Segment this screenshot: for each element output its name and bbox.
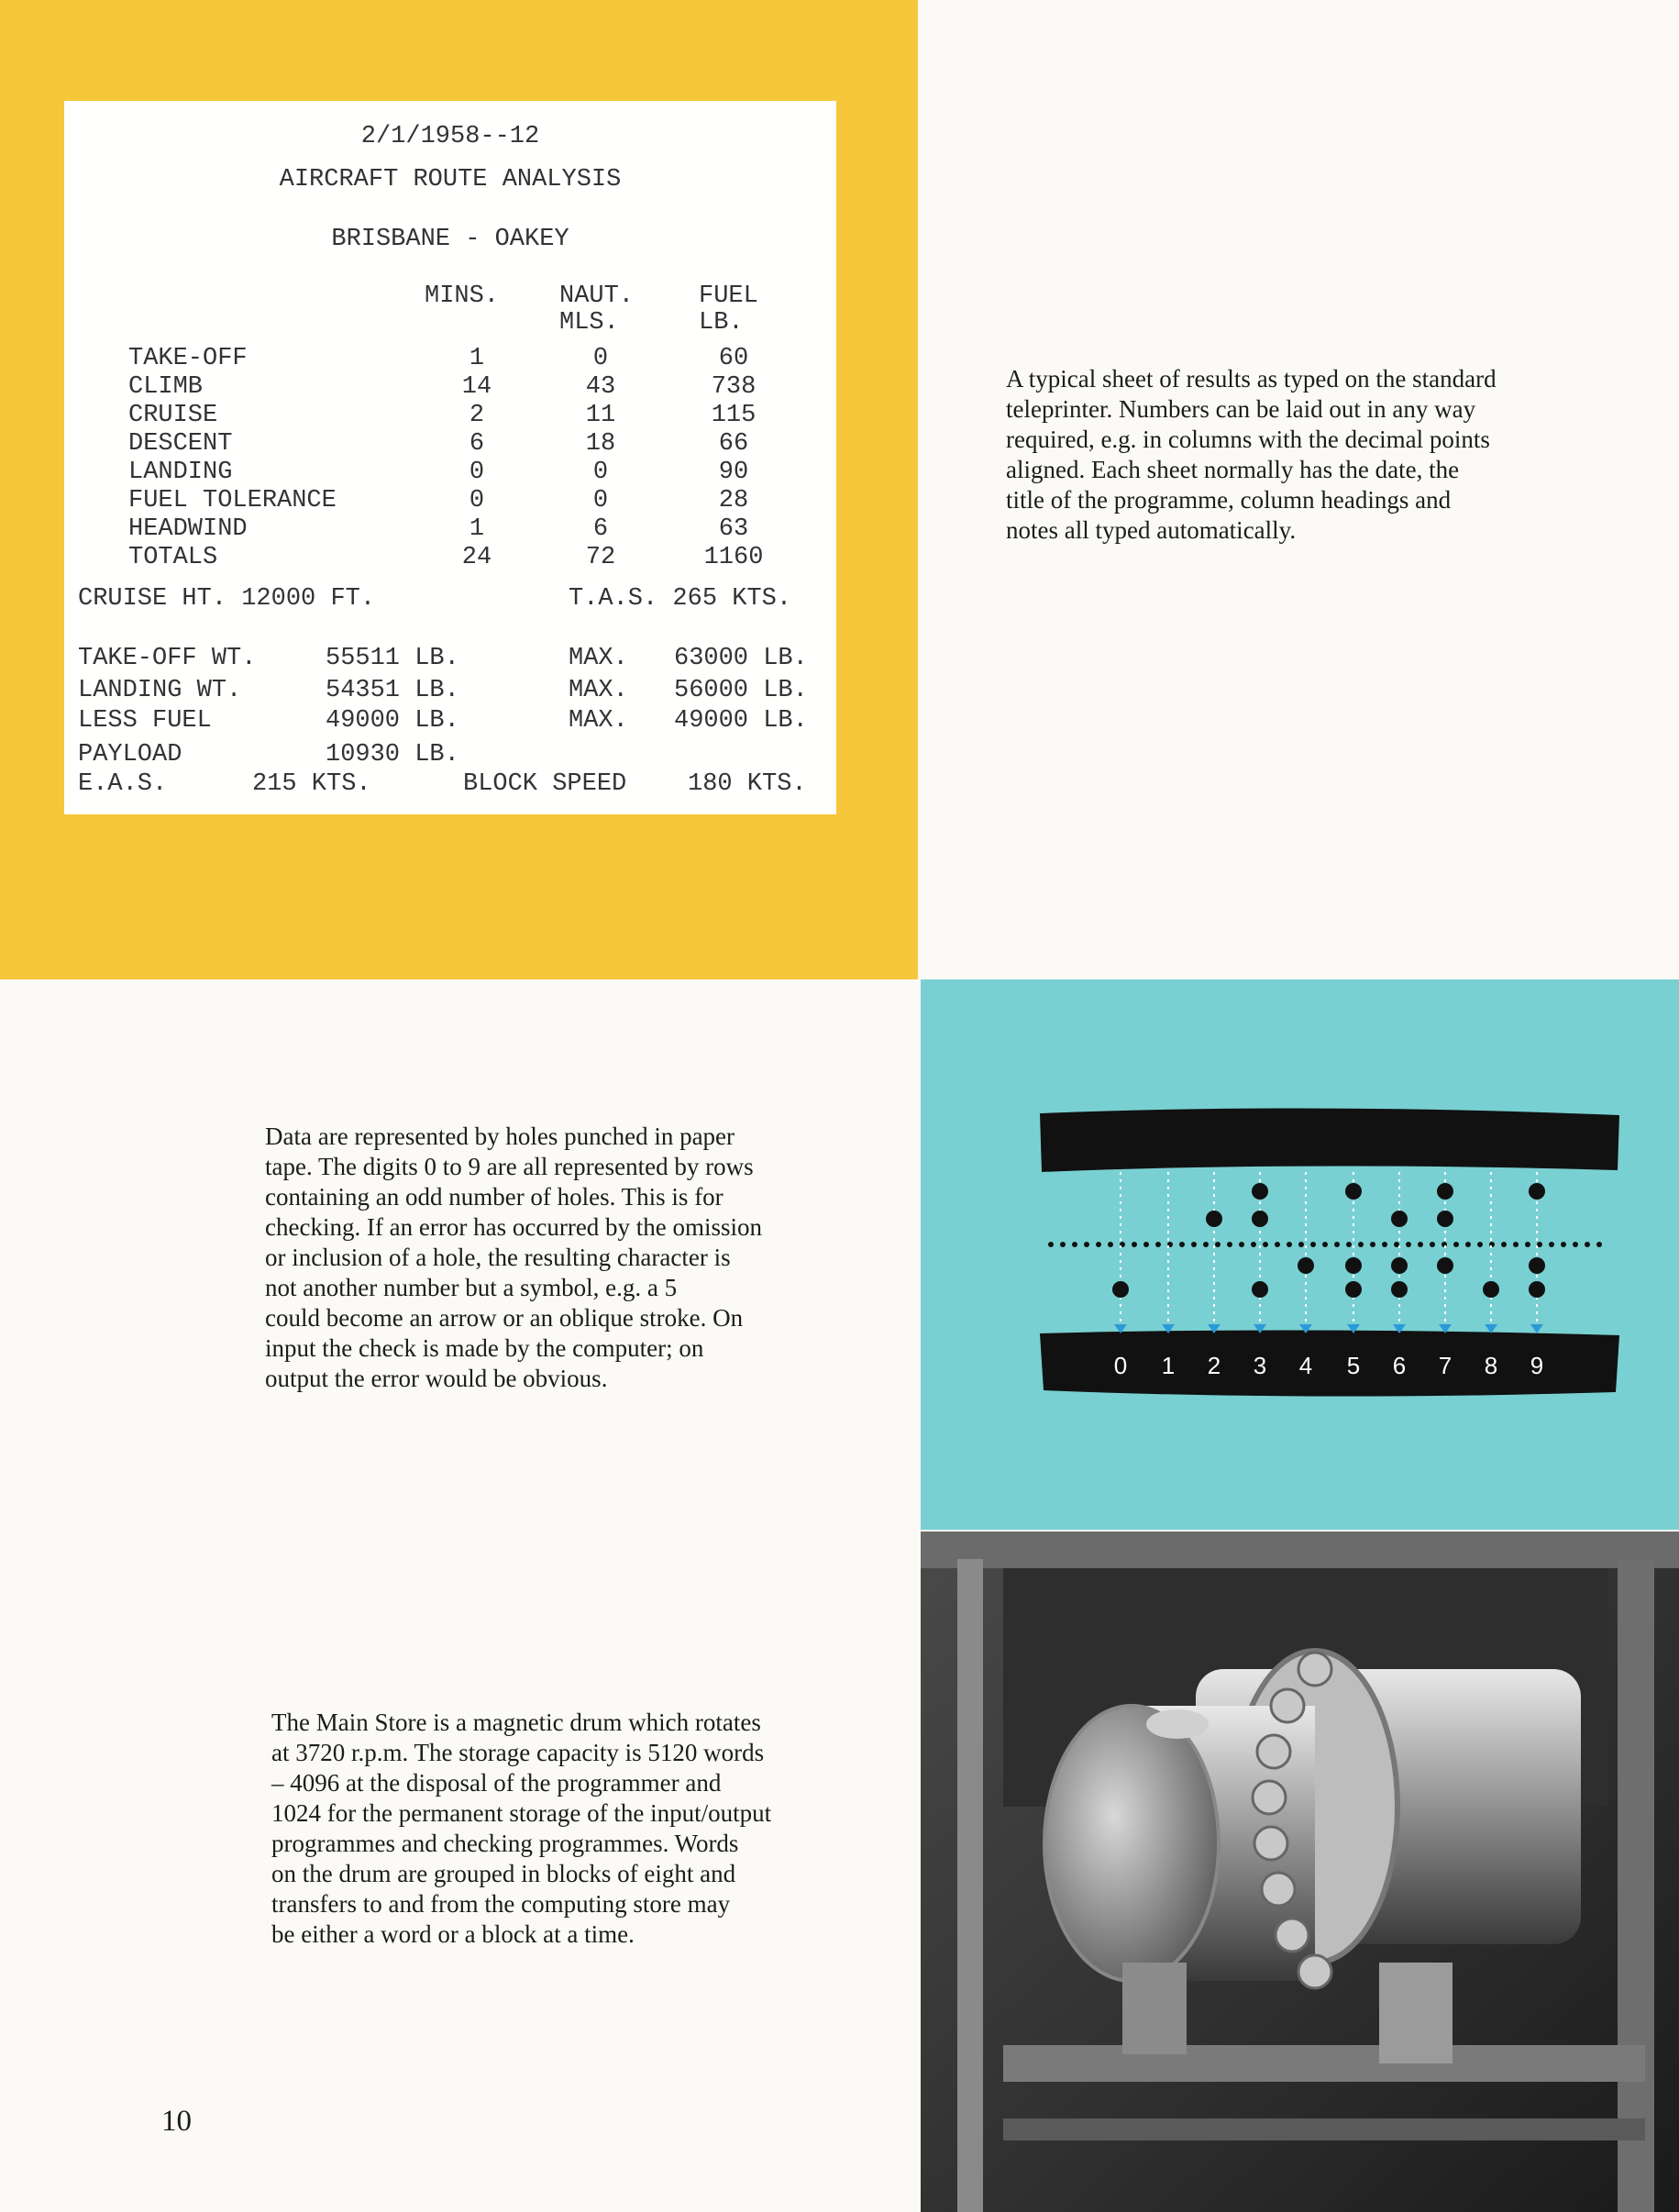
punched-hole (1252, 1281, 1268, 1298)
punched-hole (1529, 1183, 1545, 1200)
row-label: DESCENT (128, 430, 233, 458)
sprocket-dot (1453, 1242, 1459, 1247)
sprocket-dot (1084, 1242, 1089, 1247)
sprocket-dot (1573, 1242, 1578, 1247)
sprocket-dot (1155, 1242, 1161, 1247)
punched-hole (1437, 1183, 1453, 1200)
punched-hole (1391, 1211, 1408, 1227)
row-label: TOTALS (128, 544, 218, 571)
magnetic-drum-photo (921, 1532, 1679, 2212)
sheet-route: BRISBANE - OAKEY (331, 226, 569, 253)
sprocket-dot (1096, 1242, 1101, 1247)
sprocket-dot (1322, 1242, 1328, 1247)
sprocket-dot (1525, 1242, 1530, 1247)
row-naut: 11 (585, 402, 616, 429)
punched-hole (1252, 1211, 1268, 1227)
row-mins: 2 (469, 402, 485, 429)
caption-line: title of the programme, column headings and (1006, 486, 1452, 514)
caption-line: at 3720 r.p.m. The storage capacity is 5120 words (271, 1739, 765, 1766)
sprocket-dot (1143, 1242, 1149, 1247)
weight-value: 55511 LB. (326, 645, 459, 672)
row-naut: 18 (585, 430, 616, 458)
row-fuel: 66 (718, 430, 749, 458)
sprocket-dot (1048, 1242, 1054, 1247)
sprocket-dot (1179, 1242, 1185, 1247)
tape-digit-label: 3 (1253, 1352, 1267, 1379)
punched-hole (1345, 1281, 1362, 1298)
row-label: TAKE-OFF (128, 345, 248, 372)
tape-digit-label: 8 (1484, 1352, 1498, 1379)
sprocket-dot (1132, 1242, 1137, 1247)
caption-line: notes all typed automatically. (1006, 516, 1297, 544)
caption-line: on the drum are grouped in blocks of eight and (271, 1860, 736, 1887)
sprocket-dot (1418, 1242, 1423, 1247)
sheet-title: AIRCRAFT ROUTE ANALYSIS (279, 166, 622, 194)
sprocket-dot (1334, 1242, 1340, 1247)
tape-digit-label: 0 (1113, 1352, 1128, 1379)
sprocket-dot (1346, 1242, 1352, 1247)
punched-hole (1206, 1211, 1222, 1227)
sprocket-dot (1108, 1242, 1113, 1247)
row-fuel: 115 (711, 402, 757, 429)
tape-digit-label: 2 (1207, 1352, 1221, 1379)
tape-digit-label: 5 (1346, 1352, 1361, 1379)
row-label: FUEL TOLERANCE (128, 487, 337, 514)
row-fuel: 738 (711, 373, 757, 401)
row-fuel: 63 (718, 515, 749, 543)
row-naut: 0 (592, 345, 609, 372)
caption-line: A typical sheet of results as typed on the standard (1006, 365, 1497, 393)
tape-digit-label: 6 (1392, 1352, 1407, 1379)
punched-hole (1345, 1183, 1362, 1200)
sprocket-dot (1501, 1242, 1507, 1247)
sprocket-dot (1275, 1242, 1280, 1247)
weight-max-label: MAX. (569, 677, 628, 704)
drum-illustration (921, 1532, 1679, 2212)
caption-line: programmes and checking programmes. Words (271, 1830, 739, 1857)
cruise-height: CRUISE HT. 12000 FT. (78, 585, 376, 613)
caption-line: checking. If an error has occurred by the omission (265, 1213, 763, 1241)
true-air-speed: T.A.S. 265 KTS. (569, 585, 792, 613)
tape-digit-label: 4 (1298, 1352, 1313, 1379)
caption-line: – 4096 at the disposal of the programmer and (271, 1769, 722, 1797)
sprocket-dot (1239, 1242, 1244, 1247)
block-speed-label: BLOCK SPEED (463, 770, 627, 798)
caption-line: teleprinter. Numbers can be laid out in any way (1006, 395, 1476, 423)
row-label: CRUISE (128, 402, 218, 429)
punched-hole (1529, 1281, 1545, 1298)
header-fuel-2: LB. (699, 309, 744, 337)
punched-hole (1483, 1281, 1499, 1298)
tape-digit-label: 7 (1438, 1352, 1453, 1379)
punched-hole (1252, 1183, 1268, 1200)
weight-max-value: 49000 LB. (674, 707, 808, 735)
punched-hole (1345, 1257, 1362, 1274)
row-mins: 6 (469, 430, 485, 458)
sprocket-dot (1585, 1242, 1590, 1247)
caption-line: be either a word or a block at a time. (271, 1920, 635, 1948)
sprocket-dot (1561, 1242, 1566, 1247)
sprocket-dot (1060, 1242, 1066, 1247)
drum-caption (271, 1708, 855, 1950)
results-sheet (64, 101, 836, 814)
row-mins: 1 (469, 515, 485, 543)
punched-hole (1529, 1257, 1545, 1274)
caption-line: transfers to and from the computing store may (271, 1890, 731, 1918)
tape-caption (265, 1122, 850, 1394)
sprocket-dot (1227, 1242, 1232, 1247)
sprocket-dot (1382, 1242, 1387, 1247)
weight-max-value: 63000 LB. (674, 645, 808, 672)
caption-line: The Main Store is a magnetic drum which rotates (271, 1709, 761, 1736)
caption-line: or inclusion of a hole, the resulting character is (265, 1244, 731, 1271)
sprocket-dot (1358, 1242, 1364, 1247)
header-fuel: FUEL (699, 282, 758, 310)
paper-tape-diagram (921, 979, 1679, 1530)
tape-digit-label: 1 (1161, 1352, 1176, 1379)
row-label: LANDING (128, 459, 233, 486)
sprocket-dot (1072, 1242, 1077, 1247)
caption-line: required, e.g. in columns with the decimal points (1006, 426, 1490, 453)
punched-hole (1391, 1281, 1408, 1298)
paper-tape-panel (921, 979, 1679, 1530)
row-mins: 24 (461, 544, 492, 571)
row-fuel: 60 (718, 345, 749, 372)
punched-hole (1437, 1211, 1453, 1227)
header-mins: MINS. (425, 282, 500, 310)
caption-line: output the error would be obvious. (265, 1365, 608, 1392)
weight-label: PAYLOAD (78, 741, 182, 769)
row-mins: 0 (469, 487, 485, 514)
caption-line: could become an arrow or an oblique stroke. On (265, 1304, 744, 1332)
row-mins: 1 (469, 345, 485, 372)
caption-line: input the check is made by the computer; on (265, 1334, 704, 1362)
sprocket-dot (1298, 1242, 1304, 1247)
row-mins: 14 (461, 373, 492, 401)
row-naut: 72 (585, 544, 616, 571)
weight-label: LESS FUEL (78, 707, 212, 735)
caption-line: aligned. Each sheet normally has the date, the (1006, 456, 1460, 483)
eas-value: 215 KTS. (252, 770, 371, 798)
sprocket-dot (1406, 1242, 1411, 1247)
weight-value: 49000 LB. (326, 707, 459, 735)
caption-line: containing an odd number of holes. This is for (265, 1183, 724, 1211)
weight-label: TAKE-OFF WT. (78, 645, 257, 672)
sprocket-dot (1370, 1242, 1375, 1247)
row-label: CLIMB (128, 373, 204, 401)
block-speed-value: 180 KTS. (688, 770, 807, 798)
row-naut: 6 (592, 515, 609, 543)
caption-line: tape. The digits 0 to 9 are all represented by rows (265, 1153, 754, 1180)
punched-hole (1112, 1281, 1129, 1298)
header-naut-2: MLS. (559, 309, 619, 337)
row-naut: 0 (592, 487, 609, 514)
sprocket-dot (1465, 1242, 1471, 1247)
sprocket-dot (1263, 1242, 1268, 1247)
page-number: 10 (161, 2105, 192, 2138)
sprocket-dot (1549, 1242, 1554, 1247)
sprocket-dot (1596, 1242, 1602, 1247)
sprocket-dot (1310, 1242, 1316, 1247)
row-label: HEADWIND (128, 515, 248, 543)
sprocket-dot (1203, 1242, 1209, 1247)
eas-label: E.A.S. (78, 770, 168, 798)
row-naut: 43 (585, 373, 616, 401)
results-caption (1006, 364, 1589, 546)
sprocket-dot (1287, 1242, 1292, 1247)
sheet-date: 2/1/1958--12 (360, 123, 540, 150)
sprocket-dot (1477, 1242, 1483, 1247)
row-mins: 0 (469, 459, 485, 486)
tape-digit-label: 9 (1530, 1352, 1544, 1379)
row-naut: 0 (592, 459, 609, 486)
weight-max-value: 56000 LB. (674, 677, 808, 704)
sprocket-dot (1191, 1242, 1197, 1247)
weight-max-label: MAX. (569, 645, 628, 672)
tape-top-band (1040, 1108, 1619, 1172)
caption-line: not another number but a symbol, e.g. a 5 (265, 1274, 678, 1301)
weight-value: 10930 LB. (326, 741, 459, 769)
caption-line: Data are represented by holes punched in paper (265, 1123, 735, 1150)
weight-label: LANDING WT. (78, 677, 242, 704)
caption-line: 1024 for the permanent storage of the input/output (271, 1799, 772, 1827)
punched-hole (1298, 1257, 1314, 1274)
sprocket-dot (1215, 1242, 1221, 1247)
arrow-icon (1485, 1324, 1497, 1333)
punched-hole (1391, 1257, 1408, 1274)
sprocket-dot (1430, 1242, 1435, 1247)
row-fuel: 90 (718, 459, 749, 486)
sprocket-dot (1513, 1242, 1519, 1247)
row-fuel: 1160 (703, 544, 764, 571)
weight-value: 54351 LB. (326, 677, 459, 704)
punched-hole (1437, 1257, 1453, 1274)
weight-max-label: MAX. (569, 707, 628, 735)
sprocket-dot (1251, 1242, 1256, 1247)
arrow-icon (1530, 1324, 1543, 1333)
header-naut: NAUT. (559, 282, 635, 310)
row-fuel: 28 (718, 487, 749, 514)
